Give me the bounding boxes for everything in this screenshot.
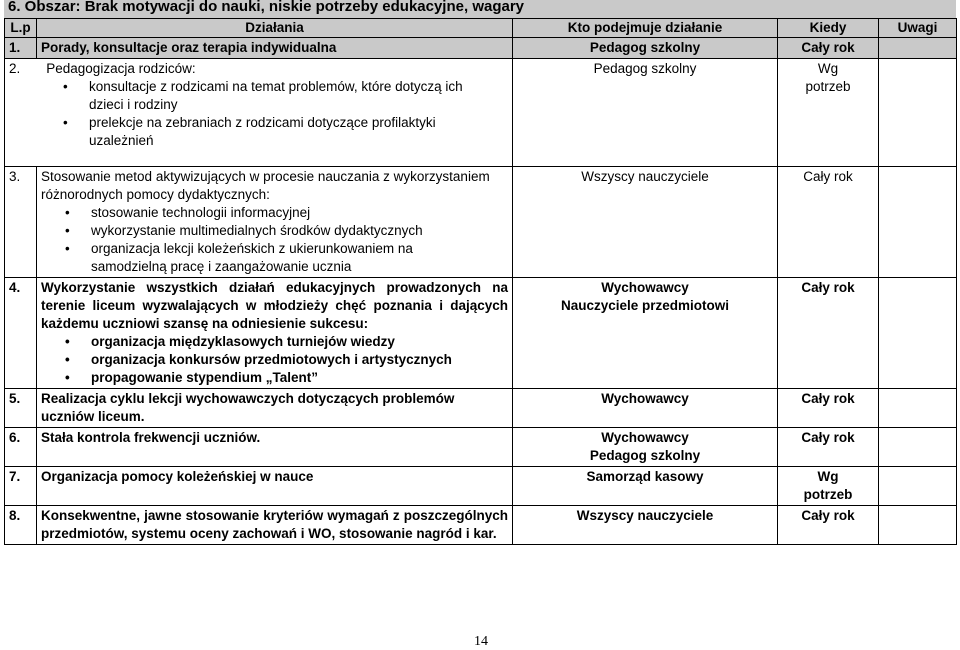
row-when: Cały rok (778, 506, 879, 545)
row-who-secondary: Pedagog szkolny (589, 448, 701, 463)
row-action-title: Pedagogizacja rodziców: (46, 61, 196, 76)
list-item: • stosowanie technologii informacyjnej (91, 204, 471, 222)
table-row (5, 389, 957, 428)
row-when: Wg potrzeb (778, 467, 879, 506)
table-header-row (5, 19, 957, 38)
row-when: Cały rok (778, 278, 879, 389)
row-who: Wychowawcy (513, 389, 778, 428)
row-action (37, 167, 513, 278)
row-notes (879, 506, 957, 545)
row-who: Wszyscy nauczyciele (513, 167, 778, 278)
row-action (37, 278, 513, 389)
list-item: • organizacja konkursów przedmiotowych i artystycznych (91, 351, 508, 369)
table-row (5, 506, 957, 545)
row-who: Samorząd kasowy (513, 467, 778, 506)
section-title: 6. Obszar: Brak motywacji do nauki, niskie potrzeby edukacyjne, wagary (4, 0, 956, 18)
row-action-title: Konsekwentne, jawne stosowanie kryteriów wymagań z poszczególnych przedmiotów, systemu oceny zachowań i WO, stosowanie nagród i kar. (41, 508, 508, 541)
row-notes (879, 428, 957, 467)
row-notes (879, 167, 957, 278)
row-when: Wg potrzeb (778, 59, 879, 167)
row-number: 4. (5, 278, 37, 389)
row-action: Porady, konsultacje oraz terapia indywidualna (37, 38, 513, 59)
row-when: Cały rok (778, 428, 879, 467)
table-row (5, 59, 957, 167)
page-number: 14 (474, 634, 488, 649)
list-item: • propagowanie stypendium „Talent” (91, 369, 508, 387)
list-item: • organizacja lekcji koleżeńskich z ukierunkowaniem na samodzielną pracę i zaangażowanie ucznia (91, 240, 471, 276)
row-number: 3. (5, 167, 37, 278)
row-who (513, 278, 778, 389)
row-when: Cały rok (778, 389, 879, 428)
row-action-title: Stosowanie metod aktywizujących w procesie nauczania z wykorzystaniem różnorodnych pomocy dydaktycznych: (41, 169, 490, 202)
row-who: Pedagog szkolny (513, 38, 778, 59)
row-when: Cały rok (778, 38, 879, 59)
action-plan-table (4, 18, 957, 545)
list-item: • prelekcje na zebraniach z rodzicami dotyczące profilaktyki uzależnień (89, 114, 479, 150)
row-action (37, 506, 513, 545)
row-who: Pedagog szkolny (513, 59, 778, 167)
table-row (5, 38, 957, 59)
row-who: Wszyscy nauczyciele (513, 506, 778, 545)
header-when: Kiedy (778, 19, 879, 38)
list-item: • organizacja międzyklasowych turniejów wiedzy (91, 333, 508, 351)
row-notes (879, 467, 957, 506)
row-action: Organizacja pomocy koleżeńskiej w nauce (37, 467, 513, 506)
header-notes: Uwagi (879, 19, 957, 38)
row-number: 1. (5, 38, 37, 59)
row-action: Stała kontrola frekwencji uczniów. (37, 428, 513, 467)
row-notes (879, 59, 957, 167)
list-item: • konsultacje z rodzicami na temat problemów, które dotyczą ich dzieci i rodziny (89, 78, 479, 114)
row-action: Realizacja cyklu lekcji wychowawczych dotyczących problemów uczniów liceum. (37, 389, 513, 428)
row-who-primary: Wychowawcy (601, 280, 689, 295)
table-row (5, 467, 957, 506)
row-who (513, 428, 778, 467)
row-notes (879, 278, 957, 389)
row-when: Cały rok (778, 167, 879, 278)
row-number: 2. (9, 61, 21, 76)
row-number: 5. (5, 389, 37, 428)
table-row (5, 167, 957, 278)
header-who: Kto podejmuje działanie (513, 19, 778, 38)
header-lp: L.p (5, 19, 37, 38)
table-row (5, 428, 957, 467)
row-number: 6. (5, 428, 37, 467)
row-who-primary: Wychowawcy (601, 430, 689, 445)
row-notes (879, 389, 957, 428)
row-who-secondary: Nauczyciele przedmiotowi (560, 298, 730, 313)
list-item: • wykorzystanie multimedialnych środków dydaktycznych (91, 222, 471, 240)
table-row (5, 278, 957, 389)
row-number: 7. (5, 467, 37, 506)
header-actions: Działania (37, 19, 513, 38)
row-number: 8. (5, 506, 37, 545)
row-notes (879, 38, 957, 59)
row-action (5, 59, 513, 167)
row-action-title: Wykorzystanie wszystkich działań edukacyjnych prowadzonych na terenie liceum wyzwalających w młodzieży chęć poznania i dających każdemu uczniowi szansę na odniesienie sukcesu: (41, 280, 508, 331)
